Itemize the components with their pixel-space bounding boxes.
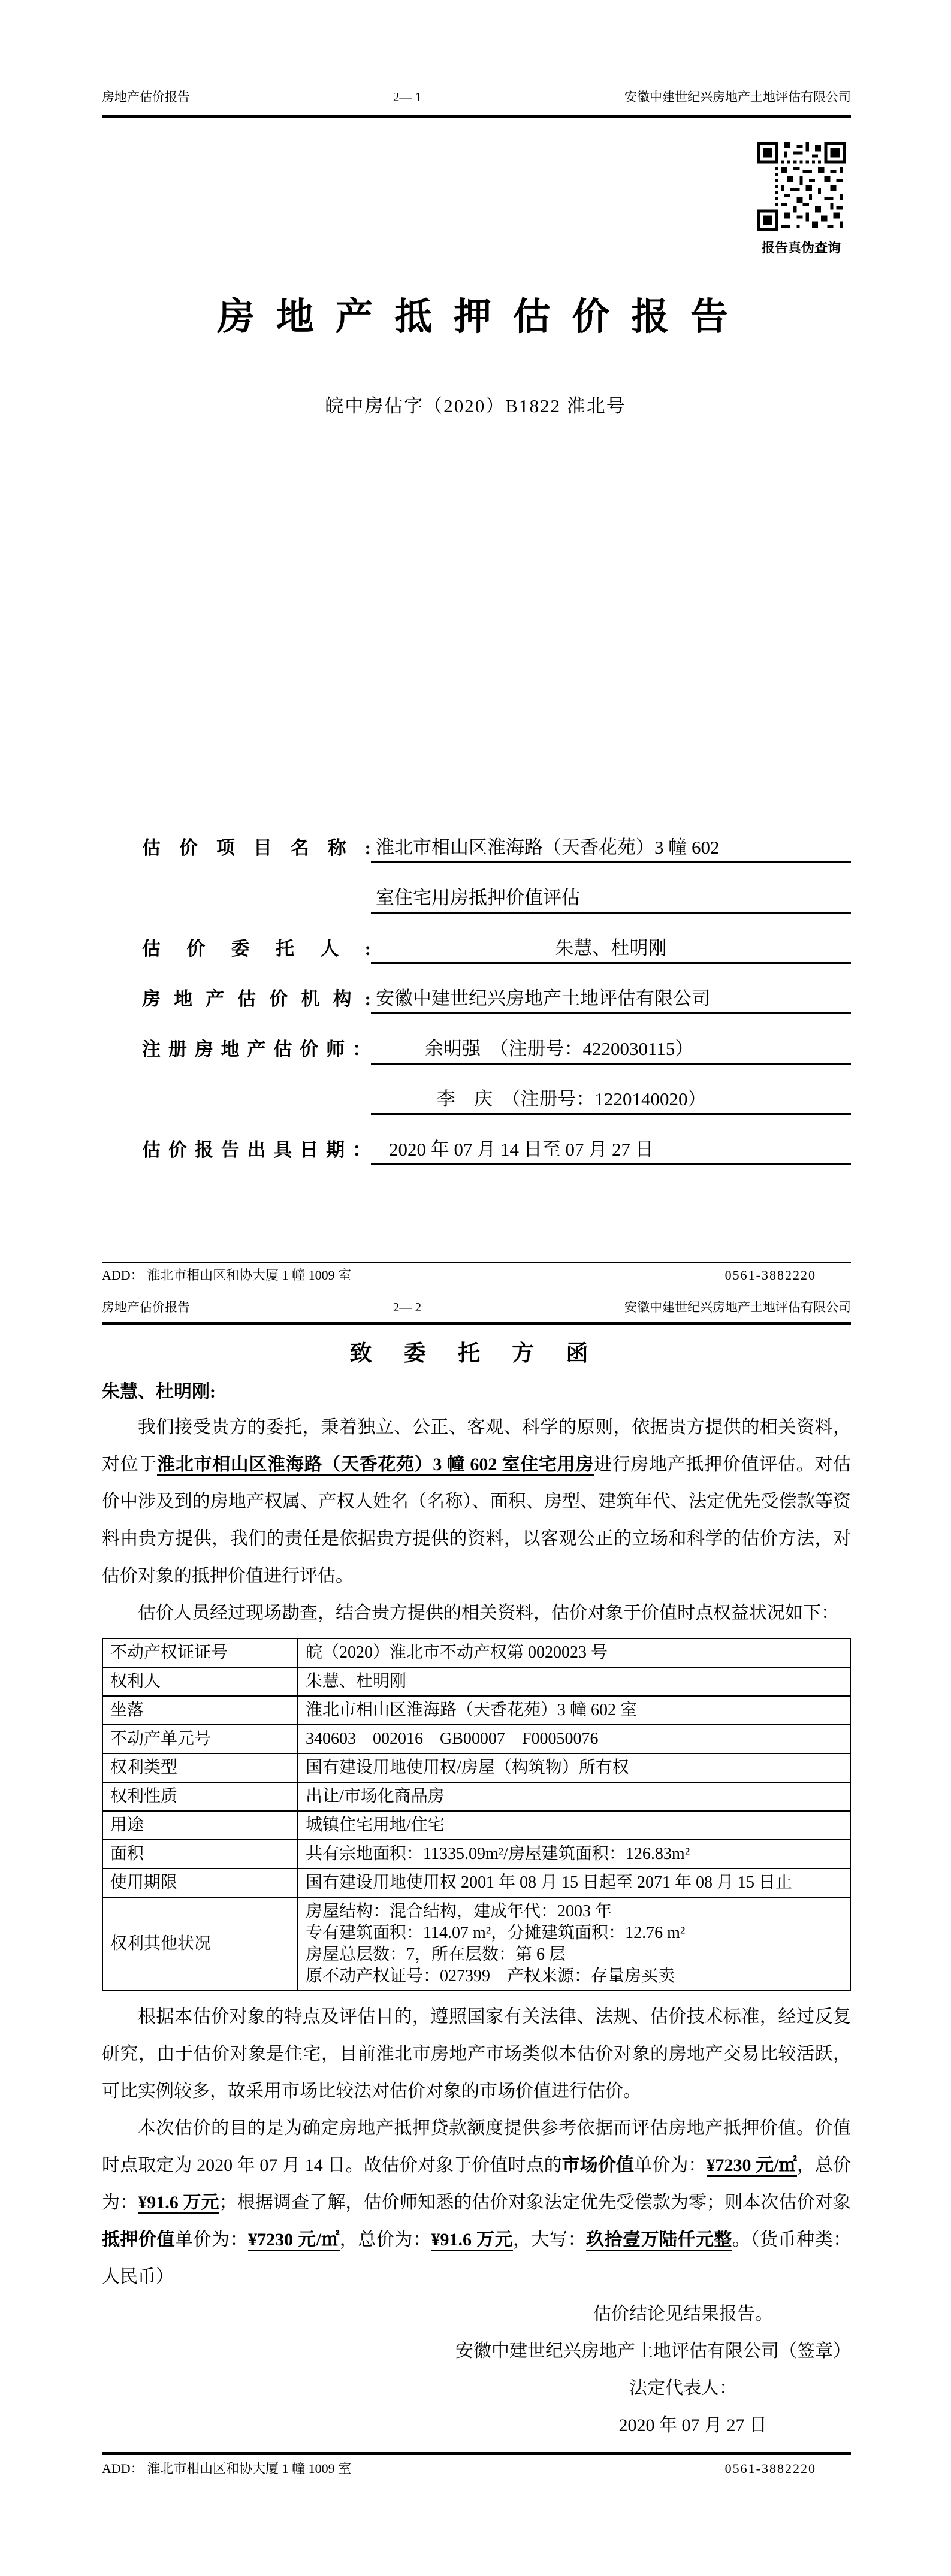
- field-value: 朱慧、杜明刚: [371, 933, 851, 964]
- mortgage-total-price: ¥91.6 万元: [431, 2230, 513, 2251]
- field-value: 室住宅用房抵押价值评估: [371, 882, 851, 914]
- header-doc-type: 房地产估价报告: [102, 1300, 190, 1314]
- header-company-name: 安徽中建世纪兴房地产土地评估有限公司: [624, 90, 851, 104]
- market-unit-price: ¥7230 元/㎡: [707, 2155, 797, 2177]
- para1-pre: 我们接受贵方的委托，秉着独立、公正、客观、科学的原则，依据贵方提供的相关资料，对位于: [102, 1417, 851, 1474]
- salutation: 朱慧、杜明刚:: [102, 1382, 216, 1402]
- table-row-other-status: [102, 1897, 850, 1991]
- header-page-number: 2— 1: [393, 90, 422, 104]
- page2-running-footer: [102, 2461, 851, 2477]
- mortgage-unit-price: ¥7230 元/㎡: [248, 2230, 340, 2251]
- amount-in-words: 玖拾壹万陆仟元整: [586, 2230, 732, 2251]
- row-value: 国有建设用地使用权/房屋（构筑物）所有权: [298, 1753, 850, 1782]
- header-rule: [102, 115, 851, 118]
- field-agency: [142, 964, 851, 1014]
- field-label: 估价项目名称:: [142, 837, 371, 858]
- field-appraiser-2: [142, 1065, 851, 1115]
- subject-property: 淮北市相山区淮海路（天香花苑）3 幢 602 室住宅用房: [157, 1455, 594, 1476]
- page2-running-header: [102, 1300, 851, 1314]
- footer-phone: 0561-3882220: [724, 1268, 816, 1283]
- row-label: 不动产权证证号: [102, 1638, 298, 1667]
- table-row: [102, 1782, 850, 1811]
- para4-text: 单价为：: [634, 2155, 707, 2175]
- market-value-label: 市场价值: [561, 2155, 635, 2175]
- paragraph-inspection: 估价人员经过现场勘查，结合贵方提供的相关资料，估价对象于价值时点权益状况如下：: [138, 1603, 839, 1623]
- paragraph-method: 根据本估价对象的特点及评估目的，遵照国家有关法律、法规、估价技术标准，经过反复研究，由于估价对象是住宅，目前淮北市房地产市场类似本估价对象的房地产交易比较活跃，可比实例较多，故采用市场比较法对估价对象的市场价值进行估价。: [102, 2007, 851, 2101]
- page2-header-rule: [102, 1322, 851, 1325]
- footer-phone: 0561-3882220: [724, 2461, 816, 2476]
- cover-fields: [142, 813, 851, 1165]
- row-value: 国有建设用地使用权 2001 年 08 月 15 日起至 2071 年 08 月 15 日止: [298, 1868, 850, 1897]
- para4-text: ，大写：: [512, 2230, 586, 2250]
- row-value: [298, 1897, 850, 1991]
- row-label: 不动产单元号: [102, 1725, 298, 1753]
- report-title: 房 地 产 抵 押 估 价 报 告: [217, 296, 734, 338]
- table-row: [102, 1638, 850, 1667]
- field-value: 2020 年 07 月 14 日至 07 月 27 日: [371, 1134, 851, 1165]
- other-status-line: 房屋总层数：7，所在层数：第 6 层: [306, 1945, 566, 1964]
- row-label: 权利其他状况: [102, 1897, 298, 1991]
- para4-text: ；根据调查了解，估价师知悉的估价对象法定优先受偿款为零；则本次估价对象: [219, 2193, 852, 2212]
- table-row: [102, 1811, 850, 1840]
- table-row: [102, 1840, 850, 1868]
- qr-caption: 报告真伪查询: [761, 240, 841, 255]
- field-label: 房地产估价机构:: [142, 988, 371, 1009]
- other-status-line: 房屋结构：混合结构，建成年代：2003 年: [306, 1902, 612, 1921]
- field-label: 估价委托人:: [142, 938, 371, 959]
- report-number: 皖中房估字（2020）B1822 淮北号: [325, 395, 626, 416]
- table-row: [102, 1725, 850, 1753]
- market-total-price: ¥91.6 万元: [138, 2193, 219, 2214]
- legal-representative-label: 法定代表人：: [629, 2378, 737, 2398]
- letter-title: 致 委 托 方 函: [349, 1341, 602, 1366]
- footer-address: ADD： 淮北市相山区和协大厦 1 幢 1009 室: [102, 1268, 352, 1283]
- table-row: [102, 1753, 850, 1782]
- para4-text: ，总价为：: [339, 2230, 431, 2250]
- qr-code-icon: [757, 142, 846, 231]
- letter-body: [102, 1409, 851, 2444]
- para1-post: 进行房地产抵押价值评估。对估价中涉及到的房地产权属、产权人姓名（名称）、面积、房型、建筑年代、法定优先受偿款等资料由贵方提供，我们的责任是依据贵方提供的资料，以客观公正的立场和科学的估价方法，对估价对象的抵押价值进行评估。: [102, 1455, 851, 1586]
- row-value: 出让/市场化商品房: [298, 1782, 850, 1811]
- row-label: 用途: [102, 1811, 298, 1840]
- field-value: 淮北市相山区淮海路（天香花苑）3 幢 602: [371, 832, 851, 863]
- row-label: 坐落: [102, 1696, 298, 1725]
- row-value: 朱慧、杜明刚: [298, 1667, 850, 1696]
- header-page-number: 2— 2: [393, 1300, 422, 1314]
- table-row: [102, 1696, 850, 1725]
- field-value: 李 庆 （注册号：1220140020）: [371, 1084, 851, 1115]
- mortgage-value-label: 抵押价值: [102, 2230, 176, 2250]
- row-label: 权利人: [102, 1667, 298, 1696]
- footer-address: ADD： 淮北市相山区和协大厦 1 幢 1009 室: [102, 2461, 352, 2476]
- row-value: 淮北市相山区淮海路（天香花苑）3 幢 602 室: [298, 1696, 850, 1725]
- field-report-date: [142, 1115, 851, 1165]
- field-value: 安徽中建世纪兴房地产土地评估有限公司: [371, 983, 851, 1014]
- company-signature: 安徽中建世纪兴房地产土地评估有限公司（签章）: [455, 2341, 851, 2361]
- field-project-name: [142, 813, 851, 863]
- row-label: 权利类型: [102, 1753, 298, 1782]
- qr-verification-block: [757, 142, 846, 256]
- field-client: [142, 914, 851, 964]
- conclusion-note: 估价结论见结果报告。: [593, 2304, 773, 2324]
- header-doc-type: 房地产估价报告: [102, 90, 190, 104]
- page1-running-header: [102, 90, 851, 104]
- page2-footer-rule: [102, 2452, 851, 2455]
- para4-text: 单价为：: [175, 2230, 249, 2250]
- other-status-line: 原不动产权证号：027399 产权来源：存量房买卖: [306, 1967, 675, 1985]
- table-row: [102, 1868, 850, 1897]
- header-company-name: 安徽中建世纪兴房地产土地评估有限公司: [624, 1300, 851, 1314]
- row-label: 使用期限: [102, 1868, 298, 1897]
- field-value: 余明强 （注册号：4220030115）: [371, 1033, 851, 1065]
- para4-text: 。（货币种类：人民币）: [102, 2230, 852, 2287]
- para4-text: ，总价为：: [102, 2155, 852, 2212]
- paragraph-engagement: [102, 1409, 851, 1595]
- field-project-name-line2: [142, 863, 851, 914]
- row-value: 皖（2020）淮北市不动产权第 0020023 号: [298, 1638, 850, 1667]
- paragraph-valuation-result: [102, 2110, 851, 2296]
- table-row: [102, 1667, 850, 1696]
- para4-text: 本次估价的目的是为确定房地产抵押贷款额度提供参考依据而评估房地产抵押价值。价值时点取定为 2020 年 07 月 14 日。故估价对象于价值时点的: [102, 2118, 851, 2175]
- other-status-line: 专有建筑面积：114.07 m²，分摊建筑面积：12.76 m²: [306, 1924, 686, 1942]
- row-value: 共有宗地面积：11335.09m²/房屋建筑面积：126.83m²: [298, 1840, 850, 1868]
- field-appraiser-1: [142, 1014, 851, 1065]
- property-rights-table: [102, 1638, 851, 1991]
- field-label: 估价报告出具日期：: [142, 1139, 371, 1160]
- row-value: 城镇住宅用地/住宅: [298, 1811, 850, 1840]
- page1-footer-rule: [102, 1262, 851, 1263]
- row-value: 340603 002016 GB00007 F00050076: [298, 1725, 850, 1753]
- row-label: 权利性质: [102, 1782, 298, 1811]
- page1-running-footer: [102, 1268, 851, 1283]
- row-label: 面积: [102, 1840, 298, 1868]
- field-label: 注册房地产估价师：: [142, 1039, 371, 1060]
- signature-date: 2020 年 07 月 27 日: [618, 2415, 767, 2435]
